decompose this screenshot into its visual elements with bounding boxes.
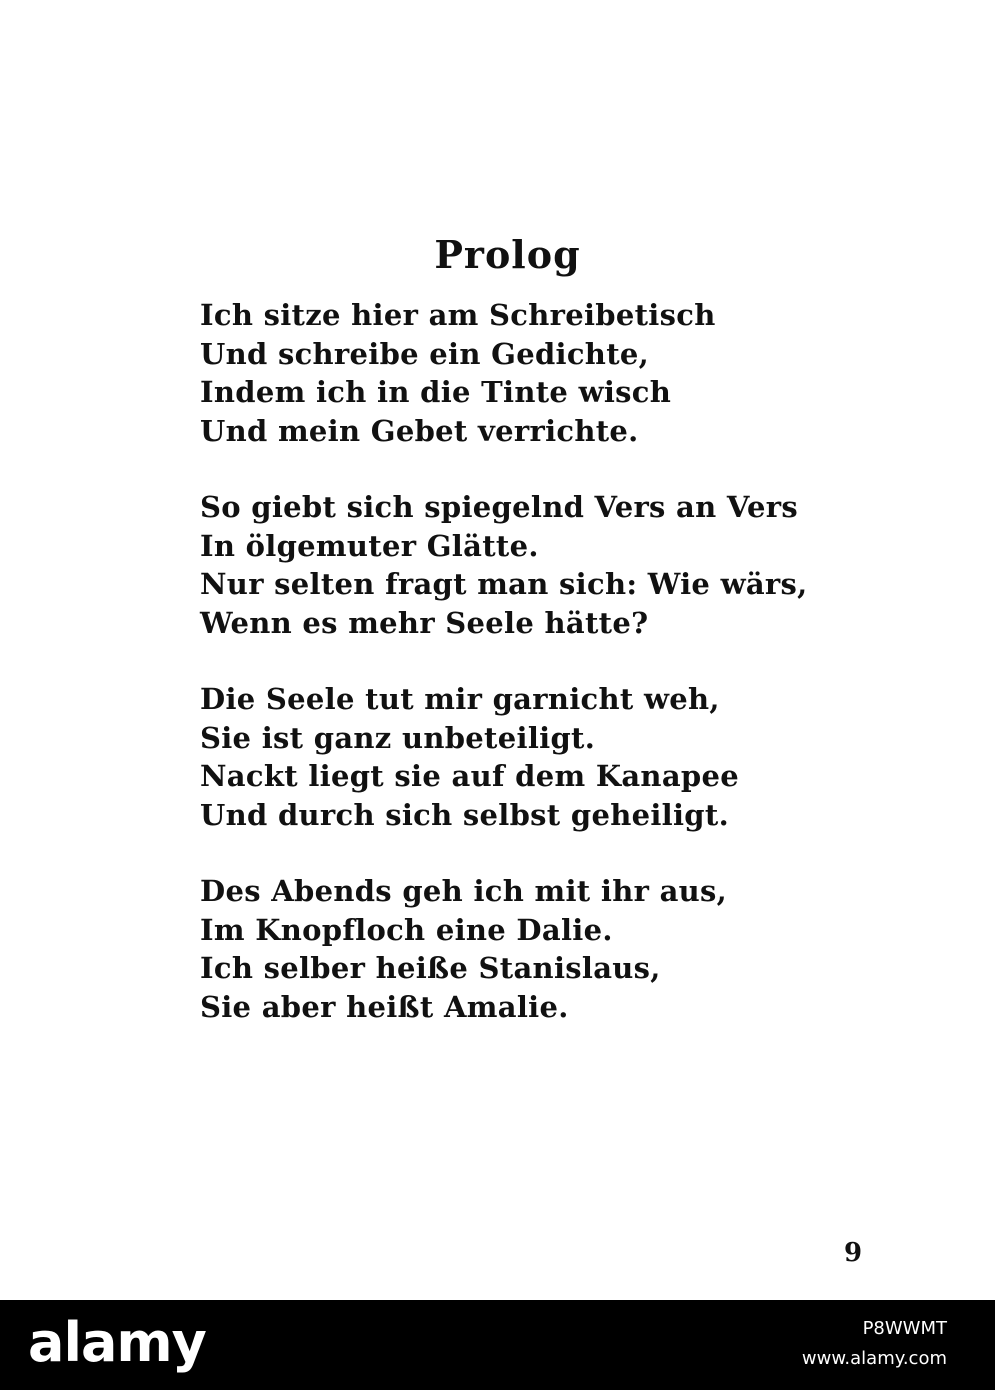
poem-line: Des Abends geh ich mit ihr aus, <box>200 874 728 908</box>
alamy-logo: alamy <box>28 1311 206 1374</box>
poem-line: Nur selten fragt man sich: Wie wärs, <box>200 567 808 601</box>
poem-line: Indem ich in die Tinte wisch <box>200 375 672 409</box>
stanza-3 <box>200 680 760 834</box>
poem-line: Sie ist ganz unbeteiligt. <box>200 720 596 755</box>
site-url: www.alamy.com <box>801 1348 947 1369</box>
stanza-4 <box>200 872 760 1026</box>
stanza-2 <box>200 488 808 642</box>
poem-line: Ich sitze hier am Schreibetisch <box>200 298 716 332</box>
poem-title: Prolog <box>434 232 581 277</box>
poem-line: Sie aber heißt Amalie. <box>200 989 569 1024</box>
poem-line: Und schreibe ein Gedichte, <box>200 336 650 371</box>
poem-line: Und mein Gebet verrichte. <box>200 413 639 448</box>
poem-line: Und durch sich selbst geheiligt. <box>200 797 729 832</box>
stanza-1 <box>200 296 760 450</box>
poem-line: In ölgemuter Glätte. <box>200 528 539 563</box>
watermark-footer <box>0 1300 995 1390</box>
poem-line: Im Knopfloch eine Dalie. <box>200 912 613 947</box>
poem-line: Wenn es mehr Seele hätte? <box>200 605 649 640</box>
poem-line: Die Seele tut mir garnicht weh, <box>200 682 720 716</box>
poem-line: So giebt sich spiegelnd Vers an Vers <box>200 490 799 524</box>
poem-line: Ich selber heiße Stanislaus, <box>200 951 661 985</box>
page-number: 9 <box>844 1238 863 1268</box>
image-id: P8WWMT <box>862 1318 947 1339</box>
poem-line: Nackt liegt sie auf dem Kanapee <box>200 759 739 793</box>
poem-body <box>200 296 808 1064</box>
